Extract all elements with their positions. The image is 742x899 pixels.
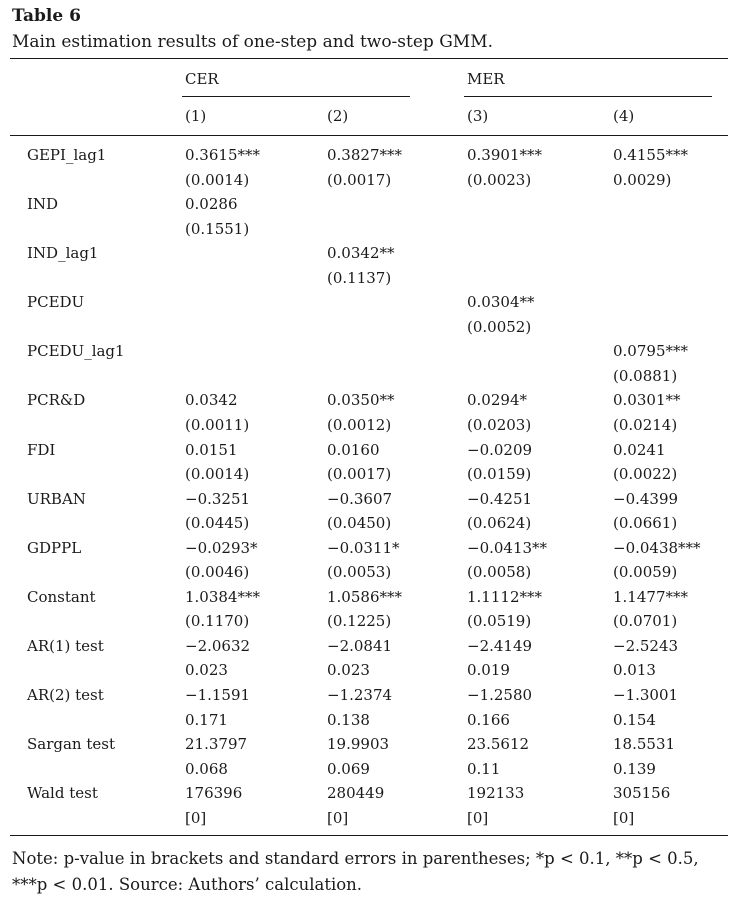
table-row [0, 806, 742, 831]
table-row [0, 585, 742, 610]
table-cell: −2.4149 [467, 636, 533, 655]
table-row [0, 462, 742, 487]
table-cell: 21.3797 [185, 735, 248, 754]
table-row [0, 192, 742, 217]
table-cell: 1.0586*** [327, 587, 402, 606]
table-body [0, 143, 742, 830]
table-cell: 18.5531 [613, 735, 676, 754]
header-rule [10, 135, 728, 136]
table-cell: (0.0203) [467, 416, 532, 435]
table-label: Table 6 [12, 6, 81, 26]
table-row [0, 658, 742, 683]
table-cell: 0.166 [467, 710, 510, 729]
table-row [0, 781, 742, 806]
row-label: GDPPL [27, 538, 82, 557]
table-cell: (0.0445) [185, 514, 250, 533]
row-label: FDI [27, 440, 56, 459]
row-label: Constant [27, 587, 96, 606]
table-cell: [0] [185, 808, 207, 827]
table-cell: (0.0058) [467, 563, 532, 582]
table-note: Note: p-value in brackets and standard errors in parentheses; *p < 0.1, **p < 0.5, ***p < 0.01. Source: Authors’ calculation. [12, 849, 699, 894]
table-cell: (0.0053) [327, 563, 392, 582]
table-cell: (0.0881) [613, 366, 678, 385]
table-cell: 0.019 [467, 661, 510, 680]
table-cell: 0.0294* [467, 391, 527, 410]
table-cell: 280449 [327, 784, 385, 803]
table-row [0, 315, 742, 340]
table-cell: 0.0342** [327, 244, 395, 263]
table-cell: (0.0701) [613, 612, 678, 631]
table-cell: −0.0311* [327, 538, 400, 557]
table-cell: −1.3001 [613, 686, 679, 705]
table-cell: (0.0017) [327, 170, 392, 189]
table-row [0, 241, 742, 266]
table-cell: 0.0350** [327, 391, 395, 410]
table-cell: 0.013 [613, 661, 656, 680]
table-row [0, 413, 742, 438]
table-cell: −1.2580 [467, 686, 533, 705]
table-cell: 0.069 [327, 759, 370, 778]
column-header-1: (1) [185, 107, 207, 125]
table-cell: (0.0519) [467, 612, 532, 631]
column-header-3: (3) [467, 107, 489, 125]
table-cell: 305156 [613, 784, 671, 803]
table-cell: (0.0023) [467, 170, 532, 189]
column-header-2: (2) [327, 107, 349, 125]
table-row [0, 757, 742, 782]
table-cell: −2.5243 [613, 636, 679, 655]
table-cell: 0.0151 [185, 440, 238, 459]
table-cell: 1.1112*** [467, 587, 542, 606]
table-row [0, 536, 742, 561]
table-cell: (0.1170) [185, 612, 250, 631]
table-cell: −1.2374 [327, 686, 393, 705]
table-cell: 0.3827*** [327, 146, 402, 164]
table-cell: 0.138 [327, 710, 370, 729]
table-cell: −0.3607 [327, 489, 393, 508]
row-label: PCEDU_lag1 [27, 342, 125, 361]
table-cell: (0.0014) [185, 465, 250, 484]
table-cell: −2.0632 [185, 636, 251, 655]
table-row [0, 683, 742, 708]
table-cell: −0.0293* [185, 538, 258, 557]
table-row [0, 143, 742, 168]
table-cell: −2.0841 [327, 636, 393, 655]
table-cell: (0.0661) [613, 514, 678, 533]
row-label: URBAN [27, 489, 86, 508]
table-cell: 0.0286 [185, 195, 238, 214]
table-cell: 0.068 [185, 759, 228, 778]
table-cell: 0.0029) [613, 170, 672, 189]
table-cell: (0.1225) [327, 612, 392, 631]
table-cell: −0.3251 [185, 489, 251, 508]
table-cell: 0.0342 [185, 391, 238, 410]
table-cell: (0.0046) [185, 563, 250, 582]
table-row [0, 388, 742, 413]
table-cell: −0.4251 [467, 489, 533, 508]
table-row [0, 290, 742, 315]
table-cell: 0.171 [185, 710, 228, 729]
table-row [0, 438, 742, 463]
table-cell: 19.9903 [327, 735, 390, 754]
group-header-mer: MER [467, 70, 505, 88]
table-cell: [0] [613, 808, 635, 827]
table-row [0, 609, 742, 634]
bottom-rule [10, 835, 728, 836]
table-cell: 0.0241 [613, 440, 666, 459]
table-cell: (0.0022) [613, 465, 678, 484]
table-cell: 0.0304** [467, 293, 535, 312]
row-label: Wald test [27, 784, 98, 803]
table-cell: (0.0624) [467, 514, 532, 533]
table-row [0, 168, 742, 193]
table-cell: −0.4399 [613, 489, 679, 508]
table-cell: 0.139 [613, 759, 656, 778]
table-cell: 0.0160 [327, 440, 380, 459]
table-cell: (0.0011) [185, 416, 250, 435]
table-cell: [0] [467, 808, 489, 827]
table-row [0, 511, 742, 536]
row-label: IND_lag1 [27, 244, 99, 263]
table-cell: 0.3615*** [185, 146, 260, 164]
table-cell: −0.0209 [467, 440, 533, 459]
table-cell: 0.11 [467, 759, 501, 778]
table-cell: 0.0795*** [613, 342, 688, 361]
table-cell: 0.0301** [613, 391, 681, 410]
table-cell: 0.3901*** [467, 146, 542, 164]
table-cell: (0.0012) [327, 416, 392, 435]
row-label: AR(1) test [27, 636, 104, 655]
group-header-cer: CER [185, 70, 219, 88]
table-cell: (0.0450) [327, 514, 392, 533]
table-cell: (0.1551) [185, 219, 250, 238]
table-row [0, 708, 742, 733]
group-underline-mer [464, 96, 712, 97]
table-cell: 0.023 [185, 661, 228, 680]
table-row [0, 732, 742, 757]
column-header-4: (4) [613, 107, 635, 125]
table-row [0, 634, 742, 659]
row-label: AR(2) test [27, 686, 104, 705]
table-row [0, 560, 742, 585]
table-row [0, 339, 742, 364]
row-label: IND [27, 195, 59, 214]
table-row [0, 217, 742, 242]
table-cell: 0.4155*** [613, 146, 688, 164]
table-cell: [0] [327, 808, 349, 827]
table-row [0, 266, 742, 291]
table-caption: Main estimation results of one-step and two-step GMM. [12, 32, 494, 52]
table-cell: 192133 [467, 784, 525, 803]
table-cell: −0.0438*** [613, 538, 701, 557]
table-cell: 1.0384*** [185, 587, 260, 606]
table-row [0, 364, 742, 389]
table-cell: (0.0052) [467, 317, 532, 336]
table-cell: 0.154 [613, 710, 656, 729]
table-cell: −1.1591 [185, 686, 251, 705]
table-cell: −0.0413** [467, 538, 548, 557]
table-row [0, 487, 742, 512]
table-cell: (0.1137) [327, 268, 392, 287]
table-cell: 176396 [185, 784, 243, 803]
row-label: PCEDU [27, 293, 85, 312]
group-underline-cer [182, 96, 410, 97]
top-rule [10, 58, 728, 59]
table-cell: 0.023 [327, 661, 370, 680]
row-label: PCR&D [27, 391, 86, 410]
table-cell: (0.0214) [613, 416, 678, 435]
table-cell: (0.0017) [327, 465, 392, 484]
table-cell: (0.0059) [613, 563, 678, 582]
table-cell: (0.0159) [467, 465, 532, 484]
row-label: GEPI_lag1 [27, 146, 107, 164]
table-cell: (0.0014) [185, 170, 250, 189]
row-label: Sargan test [27, 735, 115, 754]
table-cell: 1.1477*** [613, 587, 688, 606]
table-cell: 23.5612 [467, 735, 530, 754]
